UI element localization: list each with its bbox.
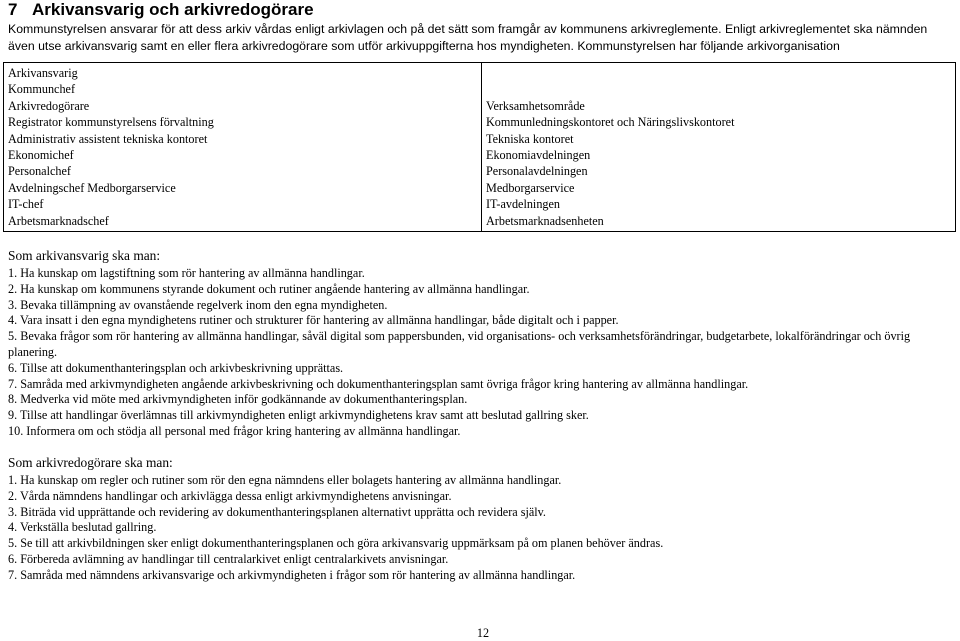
area-item: IT-avdelningen [486,197,561,212]
area-item: Medborgarservice [486,180,575,195]
section-heading [8,0,314,20]
table-row [4,63,956,232]
intro-paragraph: Kommunstyrelsen ansvarar för att dess arkiv vårdas enligt arkivlagen och på det sätt som framgår av kommunens arkivreglemente. Enligt arkivreglementet ska nämnden även utse arkivansvarig samt en eller flera arkivredogörare som utför arkivuppgifterna hos myndigheten. Kommunstyrelsen har följande arkivorganisation [8,22,928,53]
arkivansvarig-duties-heading: Som arkivansvarig ska man: [8,248,161,263]
list-item: 9. Tillse att handlingar överlämnas till arkivmyndigheten enligt arkivmyndighetens krav samt att beslutad gallring sker. [8,408,589,423]
list-item: 4. Vara insatt i den egna myndighetens rutiner och strukturer för hantering av allmänna handlingar, både digitalt och i papper. [8,313,619,328]
arkivredogorare-label: Arkivredogörare [8,98,90,113]
list-item: 8. Medverka vid möte med arkivmyndigheten inför godkännande av dokumenthanteringsplan. [8,392,468,407]
person-item: Administrativ assistent tekniska kontoret [8,131,208,146]
person-item: Personalchef [8,164,71,179]
list-item: 6. Tillse att dokumenthanteringsplan och arkivbeskrivning upprättas. [8,360,344,375]
area-item: Arbetsmarknadsenheten [486,213,604,228]
arkivansvarig-duties [8,247,953,440]
list-item: 3. Biträda vid upprättande och revidering av dokumenthanteringsplanen alternativt upprätta och revidera själv. [8,504,546,519]
section-title: Arkivansvarig och arkivredogörare [32,0,314,19]
person-item: Arbetsmarknadschef [8,213,109,228]
area-item: Tekniska kontoret [486,131,574,146]
persons-cell [4,63,482,232]
area-item: Kommunledningskontoret och Näringslivskontoret [486,115,735,130]
person-item: IT-chef [8,197,44,212]
list-item: 10. Informera om och stödja all personal med frågor kring hantering av allmänna handlingar. [8,423,461,438]
list-item: 1. Ha kunskap om lagstiftning som rör hantering av allmänna handlingar. [8,266,365,280]
arkivredogorare-duties-heading: Som arkivredogörare ska man: [8,455,173,470]
arkivansvarig-duties-list [8,266,953,440]
area-item: Personalavdelningen [486,164,588,179]
list-item: 7. Samråda med arkivmyndigheten angående arkivbeskrivning och dokumenthanteringsplan samt övriga frågor kring hantering av allmänna handlingar. [8,376,749,391]
spacer-line [486,65,951,81]
list-item: 2. Vårda nämndens handlingar och arkivlägga dessa enligt arkivmyndighetens anvisningar. [8,488,452,503]
person-item: Ekonomichef [8,148,74,163]
spacer-line [486,81,951,97]
list-item: 5. Bevaka frågor som rör hantering av allmänna handlingar, såväl digital som pappersbunden, vid organisations- och verksamhetsförändringar, budgetarbete, lokalförändringar och övrig planering. [8,329,911,359]
arkivansvarig-value: Kommunchef [8,82,76,97]
list-item: 6. Förbereda avlämning av handlingar till centralarkivet enligt centralarkivets anvisningar. [8,551,449,566]
list-item: 1. Ha kunskap om regler och rutiner som rör den egna nämndens eller bolagets hantering av allmänna handlingar. [8,473,562,487]
person-item: Avdelningschef Medborgarservice [8,180,176,195]
arkivredogorare-duties [8,454,953,584]
area-item: Ekonomiavdelningen [486,148,591,163]
areas-cell [482,63,956,232]
arkivredogorare-duties-list [8,473,953,584]
list-item: 4. Verkställa beslutad gallring. [8,520,157,535]
page-number: 12 [476,626,490,640]
list-item: 3. Bevaka tillämpning av ovanstående regelverk inom den egna myndigheten. [8,297,388,312]
verksamhetsomrade-label: Verksamhetsområde [486,98,585,113]
list-item: 5. Se till att arkivbildningen sker enligt dokumenthanteringsplanen och göra arkivansvarig uppmärksam på om planen behöver ändras. [8,536,664,551]
archive-organisation-table [3,62,956,232]
list-item: 2. Ha kunskap om kommunens styrande dokument och rutiner angående hantering av allmänna handlingar. [8,281,530,296]
section-number: 7 [8,0,18,19]
arkivansvarig-label: Arkivansvarig [8,66,78,80]
person-item: Registrator kommunstyrelsens förvaltning [8,115,214,130]
list-item: 7. Samråda med nämndens arkivansvarige och arkivmyndigheten i frågor som rör hantering av allmänna handlingar. [8,567,576,582]
